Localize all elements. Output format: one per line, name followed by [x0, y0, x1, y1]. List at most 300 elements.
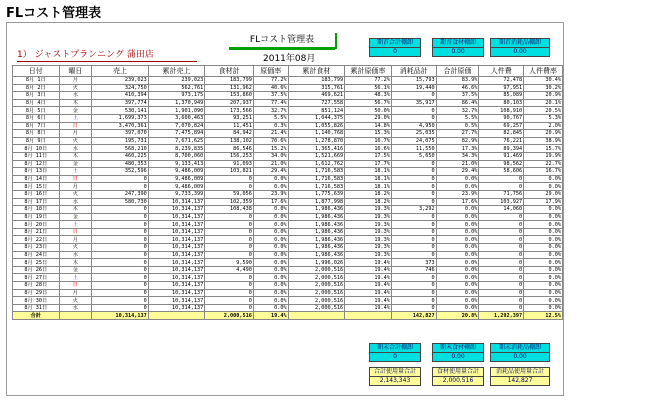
- table-cell: 0: [391, 183, 436, 191]
- table-cell: 金: [59, 213, 92, 221]
- table-cell: 月: [59, 77, 92, 85]
- table-cell: 10,314,137: [148, 251, 205, 259]
- table-cell: 0.0%: [436, 236, 479, 244]
- table-cell: 1,370,949: [148, 99, 205, 107]
- table-row: [13, 130, 563, 138]
- table-cell: 0: [479, 297, 524, 305]
- table-cell: 153,860: [205, 92, 254, 100]
- table-cell: 19.4%: [345, 274, 392, 282]
- table-cell: 14.8%: [345, 122, 392, 130]
- table-cell: 10,314,137: [148, 236, 205, 244]
- table-cell: 16.7%: [524, 168, 563, 176]
- table-cell: 0: [205, 274, 254, 282]
- table-cell: 8月 12日: [13, 160, 60, 168]
- table-cell: 5.5%: [436, 114, 479, 122]
- table-cell: 17.7%: [345, 160, 392, 168]
- table-cell: 2,000,516: [288, 304, 344, 312]
- table-cell: 1,055,826: [288, 122, 344, 130]
- table-cell: 0: [92, 259, 149, 267]
- table-cell: 19.4%: [345, 304, 392, 312]
- table-cell: 40.6%: [253, 84, 288, 92]
- table-cell: 日: [59, 282, 92, 290]
- table-row: [13, 304, 563, 312]
- table-row: [13, 244, 563, 252]
- table-cell: 25,035: [391, 130, 436, 138]
- table-cell: 4,490: [205, 266, 254, 274]
- table-cell: 397,774: [92, 99, 149, 107]
- table-cell: 17.9%: [524, 198, 563, 206]
- table-cell: 727,558: [288, 99, 344, 107]
- table-cell: 2,000,516: [288, 282, 344, 290]
- table-cell: 0.0%: [524, 244, 563, 252]
- table-cell: 91,093: [205, 160, 254, 168]
- table-cell: 8月 19日: [13, 213, 60, 221]
- column-header: 消耗品計: [391, 66, 436, 77]
- supplies-usage-box: [490, 367, 550, 386]
- table-cell: 0: [205, 213, 254, 221]
- table-row: [13, 99, 563, 107]
- table-cell: 水: [59, 92, 92, 100]
- table-cell: 9,486,009: [148, 183, 205, 191]
- table-cell: 480,353: [92, 160, 149, 168]
- table-cell: 19.3%: [345, 251, 392, 259]
- table-cell: 0.5%: [436, 122, 479, 130]
- table-cell: 86,546: [205, 145, 254, 153]
- box-value: 0: [370, 48, 420, 56]
- column-header: 人件費: [479, 66, 524, 77]
- table-cell: 0: [205, 244, 254, 252]
- box-value: 0.00: [491, 48, 549, 56]
- table-cell: 183,799: [205, 77, 254, 85]
- table-cell: 580,730: [92, 198, 149, 206]
- table-cell: 89,394: [479, 145, 524, 153]
- table-cell: 973,175: [148, 92, 205, 100]
- table-cell: 0: [205, 183, 254, 191]
- table-cell: 0.0%: [253, 259, 288, 267]
- column-header: 累計食材: [288, 66, 344, 77]
- table-cell: 69,257: [479, 122, 524, 130]
- table-cell: 1,986,436: [288, 206, 344, 214]
- table-cell: 8月 30日: [13, 297, 60, 305]
- table-cell: 82,845: [479, 130, 524, 138]
- table-cell: 10,314,137: [148, 221, 205, 229]
- table-cell: 土: [59, 221, 92, 229]
- total-usage-box: [369, 367, 421, 386]
- table-cell: 0.0%: [253, 266, 288, 274]
- box-value: 2,000,516: [433, 377, 483, 385]
- table-cell: 0: [391, 244, 436, 252]
- table-row: [13, 251, 563, 259]
- table-cell: 77.2%: [253, 77, 288, 85]
- table-cell: 0.0%: [253, 251, 288, 259]
- table-cell: 16.7%: [345, 137, 392, 145]
- column-header: 累計原価率: [345, 66, 392, 77]
- table-cell: 8月 28日: [13, 282, 60, 290]
- table-cell: 0.0%: [436, 183, 479, 191]
- table-cell: 19.9%: [524, 152, 563, 160]
- page-title: FLコスト管理表: [6, 6, 102, 21]
- table-row: [13, 206, 563, 214]
- table-cell: 金: [59, 266, 92, 274]
- table-cell: 19.3%: [345, 221, 392, 229]
- table-cell: 207,937: [205, 99, 254, 107]
- box-value: 142,827: [491, 377, 549, 385]
- table-cell: 8月 17日: [13, 198, 60, 206]
- table-cell: 0.0%: [436, 206, 479, 214]
- table-cell: 35,917: [391, 99, 436, 107]
- table-cell: 8,239,835: [148, 145, 205, 153]
- table-cell: 10,314,137: [148, 297, 205, 305]
- table-row: [13, 114, 563, 122]
- table-cell: 2,000,516: [288, 289, 344, 297]
- table-cell: 9,486,009: [148, 175, 205, 183]
- box-label: 期末合計棚卸: [370, 344, 420, 353]
- box-value: 2,143,343: [370, 377, 420, 385]
- table-cell: 1,699,373: [92, 114, 149, 122]
- table-cell: 97,951: [479, 84, 524, 92]
- table-cell: 0.0%: [253, 274, 288, 282]
- table-header-row: [13, 66, 563, 77]
- table-cell: 0.0%: [436, 213, 479, 221]
- column-header: 人件費率: [524, 66, 563, 77]
- table-cell: 0.0%: [253, 236, 288, 244]
- table-cell: 10,314,137: [148, 244, 205, 252]
- closing-food-inventory-box: [432, 343, 484, 362]
- table-cell: 0.0%: [524, 221, 563, 229]
- table-cell: 15,793: [391, 77, 436, 85]
- table-cell: 195,731: [92, 137, 149, 145]
- table-row: [13, 77, 563, 85]
- table-cell: 0.0%: [436, 297, 479, 305]
- table-cell: 日: [59, 228, 92, 236]
- table-cell: 460,225: [92, 152, 149, 160]
- table-cell: 29.4%: [253, 168, 288, 176]
- table-cell: 0.0%: [436, 282, 479, 290]
- opening-total-inventory-box: [369, 38, 421, 57]
- table-cell: 183,799: [288, 77, 344, 85]
- table-cell: 10,314,137: [148, 198, 205, 206]
- table-cell: 21.0%: [436, 160, 479, 168]
- table-cell: 1,877,998: [288, 198, 344, 206]
- table-cell: 27.7%: [436, 130, 479, 138]
- table-row: [13, 198, 563, 206]
- table-cell: 0: [391, 213, 436, 221]
- table-cell: 0: [391, 289, 436, 297]
- closing-supplies-inventory-box: [490, 343, 550, 362]
- table-cell: 851,124: [288, 107, 344, 115]
- table-cell: 0: [391, 282, 436, 290]
- table-cell: 48.3%: [345, 92, 392, 100]
- table-cell: 72,478: [479, 77, 524, 85]
- table-row: [13, 221, 563, 229]
- table-cell: 0: [391, 274, 436, 282]
- table-cell: 木: [59, 259, 92, 267]
- table-cell: 8月 16日: [13, 190, 60, 198]
- table-cell: 568,210: [92, 145, 149, 153]
- box-value: 0.00: [491, 353, 549, 361]
- store-prefix: 1）: [17, 50, 32, 60]
- table-cell: 0: [92, 282, 149, 290]
- box-label: 期首合計棚卸: [370, 39, 420, 48]
- sheet-frame: [6, 22, 564, 396]
- table-cell: 木: [59, 99, 92, 107]
- table-cell: 8月 1日: [13, 77, 60, 85]
- table-cell: 30.4%: [524, 77, 563, 85]
- table-cell: 0.0%: [524, 228, 563, 236]
- table-row: [13, 160, 563, 168]
- table-cell: 0.0%: [524, 282, 563, 290]
- box-label: 期末食材棚卸: [433, 344, 483, 353]
- table-cell: 0.0%: [253, 183, 288, 191]
- table-cell: 0: [92, 175, 149, 183]
- table-cell: 水: [59, 145, 92, 153]
- table-cell: 19.3%: [345, 244, 392, 252]
- table-cell: 85,089: [479, 92, 524, 100]
- table-cell: 8月 6日: [13, 114, 60, 122]
- table-cell: 19.4%: [345, 259, 392, 267]
- table-cell: 火: [59, 84, 92, 92]
- table-cell: 0: [205, 297, 254, 305]
- total-cell: 12.5%: [524, 312, 563, 320]
- table-cell: 8月 23日: [13, 244, 60, 252]
- column-header: 合計原価: [436, 66, 479, 77]
- table-cell: 83.9%: [436, 77, 479, 85]
- table-cell: 0: [479, 183, 524, 191]
- table-cell: 98,562: [479, 160, 524, 168]
- table-cell: 0.0%: [253, 175, 288, 183]
- table-cell: 82.9%: [436, 137, 479, 145]
- box-label: 食材使用量合計: [433, 368, 483, 377]
- column-header: 曜日: [59, 66, 92, 77]
- table-cell: 0: [391, 236, 436, 244]
- table-cell: 70.6%: [253, 137, 288, 145]
- opening-supplies-inventory-box: [490, 38, 550, 57]
- table-cell: 86.4%: [436, 99, 479, 107]
- table-cell: 5.3%: [524, 114, 563, 122]
- table-cell: 91,469: [479, 152, 524, 160]
- table-cell: 4,950: [391, 122, 436, 130]
- table-row: [13, 175, 563, 183]
- table-cell: 0.0%: [253, 221, 288, 229]
- table-cell: 1,775,639: [288, 190, 344, 198]
- table-cell: 0: [479, 259, 524, 267]
- table-cell: 0.0%: [524, 183, 563, 191]
- table-cell: 0: [391, 168, 436, 176]
- table-cell: 18.1%: [345, 168, 392, 176]
- table-cell: 102,359: [205, 198, 254, 206]
- sheet-title: FLコスト管理表: [229, 34, 335, 50]
- table-cell: 38.9%: [524, 137, 563, 145]
- table-cell: 1,986,436: [288, 251, 344, 259]
- table-cell: 0.0%: [253, 289, 288, 297]
- table-row: [13, 122, 563, 130]
- table-cell: 16.6%: [345, 145, 392, 153]
- table-cell: 77.2%: [345, 77, 392, 85]
- table-cell: 0.0%: [524, 274, 563, 282]
- table-cell: 8月 5日: [13, 107, 60, 115]
- table-cell: 0: [92, 213, 149, 221]
- table-cell: 20.1%: [524, 99, 563, 107]
- table-cell: 0.0%: [436, 244, 479, 252]
- table-cell: 0.0%: [253, 282, 288, 290]
- table-cell: 0.0%: [524, 213, 563, 221]
- table-row: [13, 259, 563, 267]
- table-cell: 0: [205, 228, 254, 236]
- table-row: [13, 297, 563, 305]
- table-row: [13, 168, 563, 176]
- box-label: 消耗品使用量合計: [491, 368, 549, 377]
- table-cell: 80,103: [479, 99, 524, 107]
- table-cell: 1,716,583: [288, 183, 344, 191]
- table-cell: 0: [92, 289, 149, 297]
- table-cell: 0.0%: [253, 206, 288, 214]
- table-cell: 17.3%: [436, 145, 479, 153]
- table-cell: 0: [391, 251, 436, 259]
- table-cell: 21.4%: [253, 130, 288, 138]
- total-cell: [148, 312, 205, 320]
- table-cell: 0: [391, 160, 436, 168]
- table-cell: 19.3%: [345, 236, 392, 244]
- table-cell: 17.6%: [253, 198, 288, 206]
- table-cell: 0.0%: [253, 213, 288, 221]
- table-cell: 17.6%: [436, 198, 479, 206]
- table-cell: 火: [59, 190, 92, 198]
- table-cell: 562,761: [148, 84, 205, 92]
- table-cell: 0.0%: [436, 289, 479, 297]
- table-cell: 15.3%: [345, 130, 392, 138]
- table-cell: 1,986,436: [288, 236, 344, 244]
- table-cell: 0: [92, 236, 149, 244]
- table-cell: 月: [59, 130, 92, 138]
- table-cell: 108,910: [479, 107, 524, 115]
- table-cell: 8月 31日: [13, 304, 60, 312]
- table-cell: 138,102: [205, 137, 254, 145]
- table-cell: 19,440: [391, 84, 436, 92]
- period-label: 2011年08月: [263, 54, 316, 64]
- table-cell: 20.9%: [524, 130, 563, 138]
- food-usage-box: [432, 367, 484, 386]
- table-cell: 0: [391, 221, 436, 229]
- table-cell: 10,314,137: [148, 282, 205, 290]
- table-cell: 10,314,137: [148, 304, 205, 312]
- box-value: 0.00: [433, 48, 483, 56]
- table-cell: 18.2%: [345, 198, 392, 206]
- table-cell: 19.3%: [345, 228, 392, 236]
- table-cell: 18.1%: [345, 175, 392, 183]
- table-cell: 34.0%: [253, 152, 288, 160]
- table-row: [13, 145, 563, 153]
- table-cell: 0: [391, 297, 436, 305]
- table-cell: 19.4%: [345, 266, 392, 274]
- table-cell: 0.0%: [524, 206, 563, 214]
- total-cell: 10,314,137: [92, 312, 149, 320]
- table-cell: 84,942: [205, 130, 254, 138]
- table-cell: 月: [59, 289, 92, 297]
- store-name: ジャストプランニング 蒲田店: [34, 50, 154, 60]
- table-cell: 0.0%: [436, 304, 479, 312]
- table-cell: 19.4%: [345, 289, 392, 297]
- table-cell: 90,767: [479, 114, 524, 122]
- table-cell: 8月 3日: [13, 92, 60, 100]
- table-cell: 8月 24日: [13, 251, 60, 259]
- table-cell: 239,023: [92, 77, 149, 85]
- table-cell: 木: [59, 206, 92, 214]
- table-cell: 1,996,026: [288, 259, 344, 267]
- box-value: 0.00: [433, 353, 483, 361]
- table-cell: 173,566: [205, 107, 254, 115]
- table-cell: 0: [205, 289, 254, 297]
- table-cell: 3,600,463: [148, 114, 205, 122]
- total-cell: 1,292,397: [479, 312, 524, 320]
- table-cell: 8,700,060: [148, 152, 205, 160]
- table-cell: 10,314,137: [148, 228, 205, 236]
- table-cell: 7,671,625: [148, 137, 205, 145]
- table-cell: 0: [391, 114, 436, 122]
- table-cell: 46.6%: [436, 84, 479, 92]
- table-cell: 0.0%: [436, 175, 479, 183]
- table-cell: 1,986,436: [288, 244, 344, 252]
- total-row: [13, 312, 563, 320]
- table-cell: 19.4%: [345, 297, 392, 305]
- table-cell: 0.0%: [524, 297, 563, 305]
- table-cell: 0.0%: [524, 266, 563, 274]
- table-cell: 1,612,762: [288, 160, 344, 168]
- table-cell: 71,756: [479, 190, 524, 198]
- table-cell: 11,550: [391, 145, 436, 153]
- closing-total-inventory-box: [369, 343, 421, 362]
- column-header: 日付: [13, 66, 60, 77]
- table-row: [13, 152, 563, 160]
- total-cell: 142,827: [391, 312, 436, 320]
- total-cell: 19.4%: [253, 312, 288, 320]
- table-cell: 530,141: [92, 107, 149, 115]
- table-cell: 352,596: [92, 168, 149, 176]
- table-cell: 9,133,413: [148, 160, 205, 168]
- column-header: 食材計: [205, 66, 254, 77]
- table-cell: 2,000,516: [288, 274, 344, 282]
- table-row: [13, 266, 563, 274]
- table-cell: 0: [391, 92, 436, 100]
- table-cell: 8月 2日: [13, 84, 60, 92]
- table-cell: 103,821: [205, 168, 254, 176]
- table-cell: 2,000,516: [288, 266, 344, 274]
- table-cell: 410,394: [92, 92, 149, 100]
- table-cell: 0.0%: [436, 274, 479, 282]
- table-cell: 131,962: [205, 84, 254, 92]
- table-cell: 23.9%: [436, 190, 479, 198]
- table-cell: 金: [59, 107, 92, 115]
- table-cell: 0: [92, 266, 149, 274]
- table-cell: 59,056: [205, 190, 254, 198]
- table-cell: 1,365,416: [288, 145, 344, 153]
- table-cell: 1,986,436: [288, 213, 344, 221]
- table-cell: 0: [205, 304, 254, 312]
- table-cell: 1,986,436: [288, 228, 344, 236]
- table-cell: 8月 22日: [13, 236, 60, 244]
- table-cell: 日: [59, 175, 92, 183]
- table-cell: 0: [479, 213, 524, 221]
- table-cell: 56.7%: [345, 99, 392, 107]
- table-cell: 0.0%: [253, 304, 288, 312]
- box-label: 期首消耗品棚卸: [491, 39, 549, 48]
- table-cell: 10,314,137: [148, 289, 205, 297]
- table-cell: 29.0%: [524, 190, 563, 198]
- table-cell: 0: [92, 251, 149, 259]
- table-cell: 247,390: [92, 190, 149, 198]
- table-row: [13, 84, 563, 92]
- cost-table: [12, 65, 563, 320]
- table-cell: 木: [59, 152, 92, 160]
